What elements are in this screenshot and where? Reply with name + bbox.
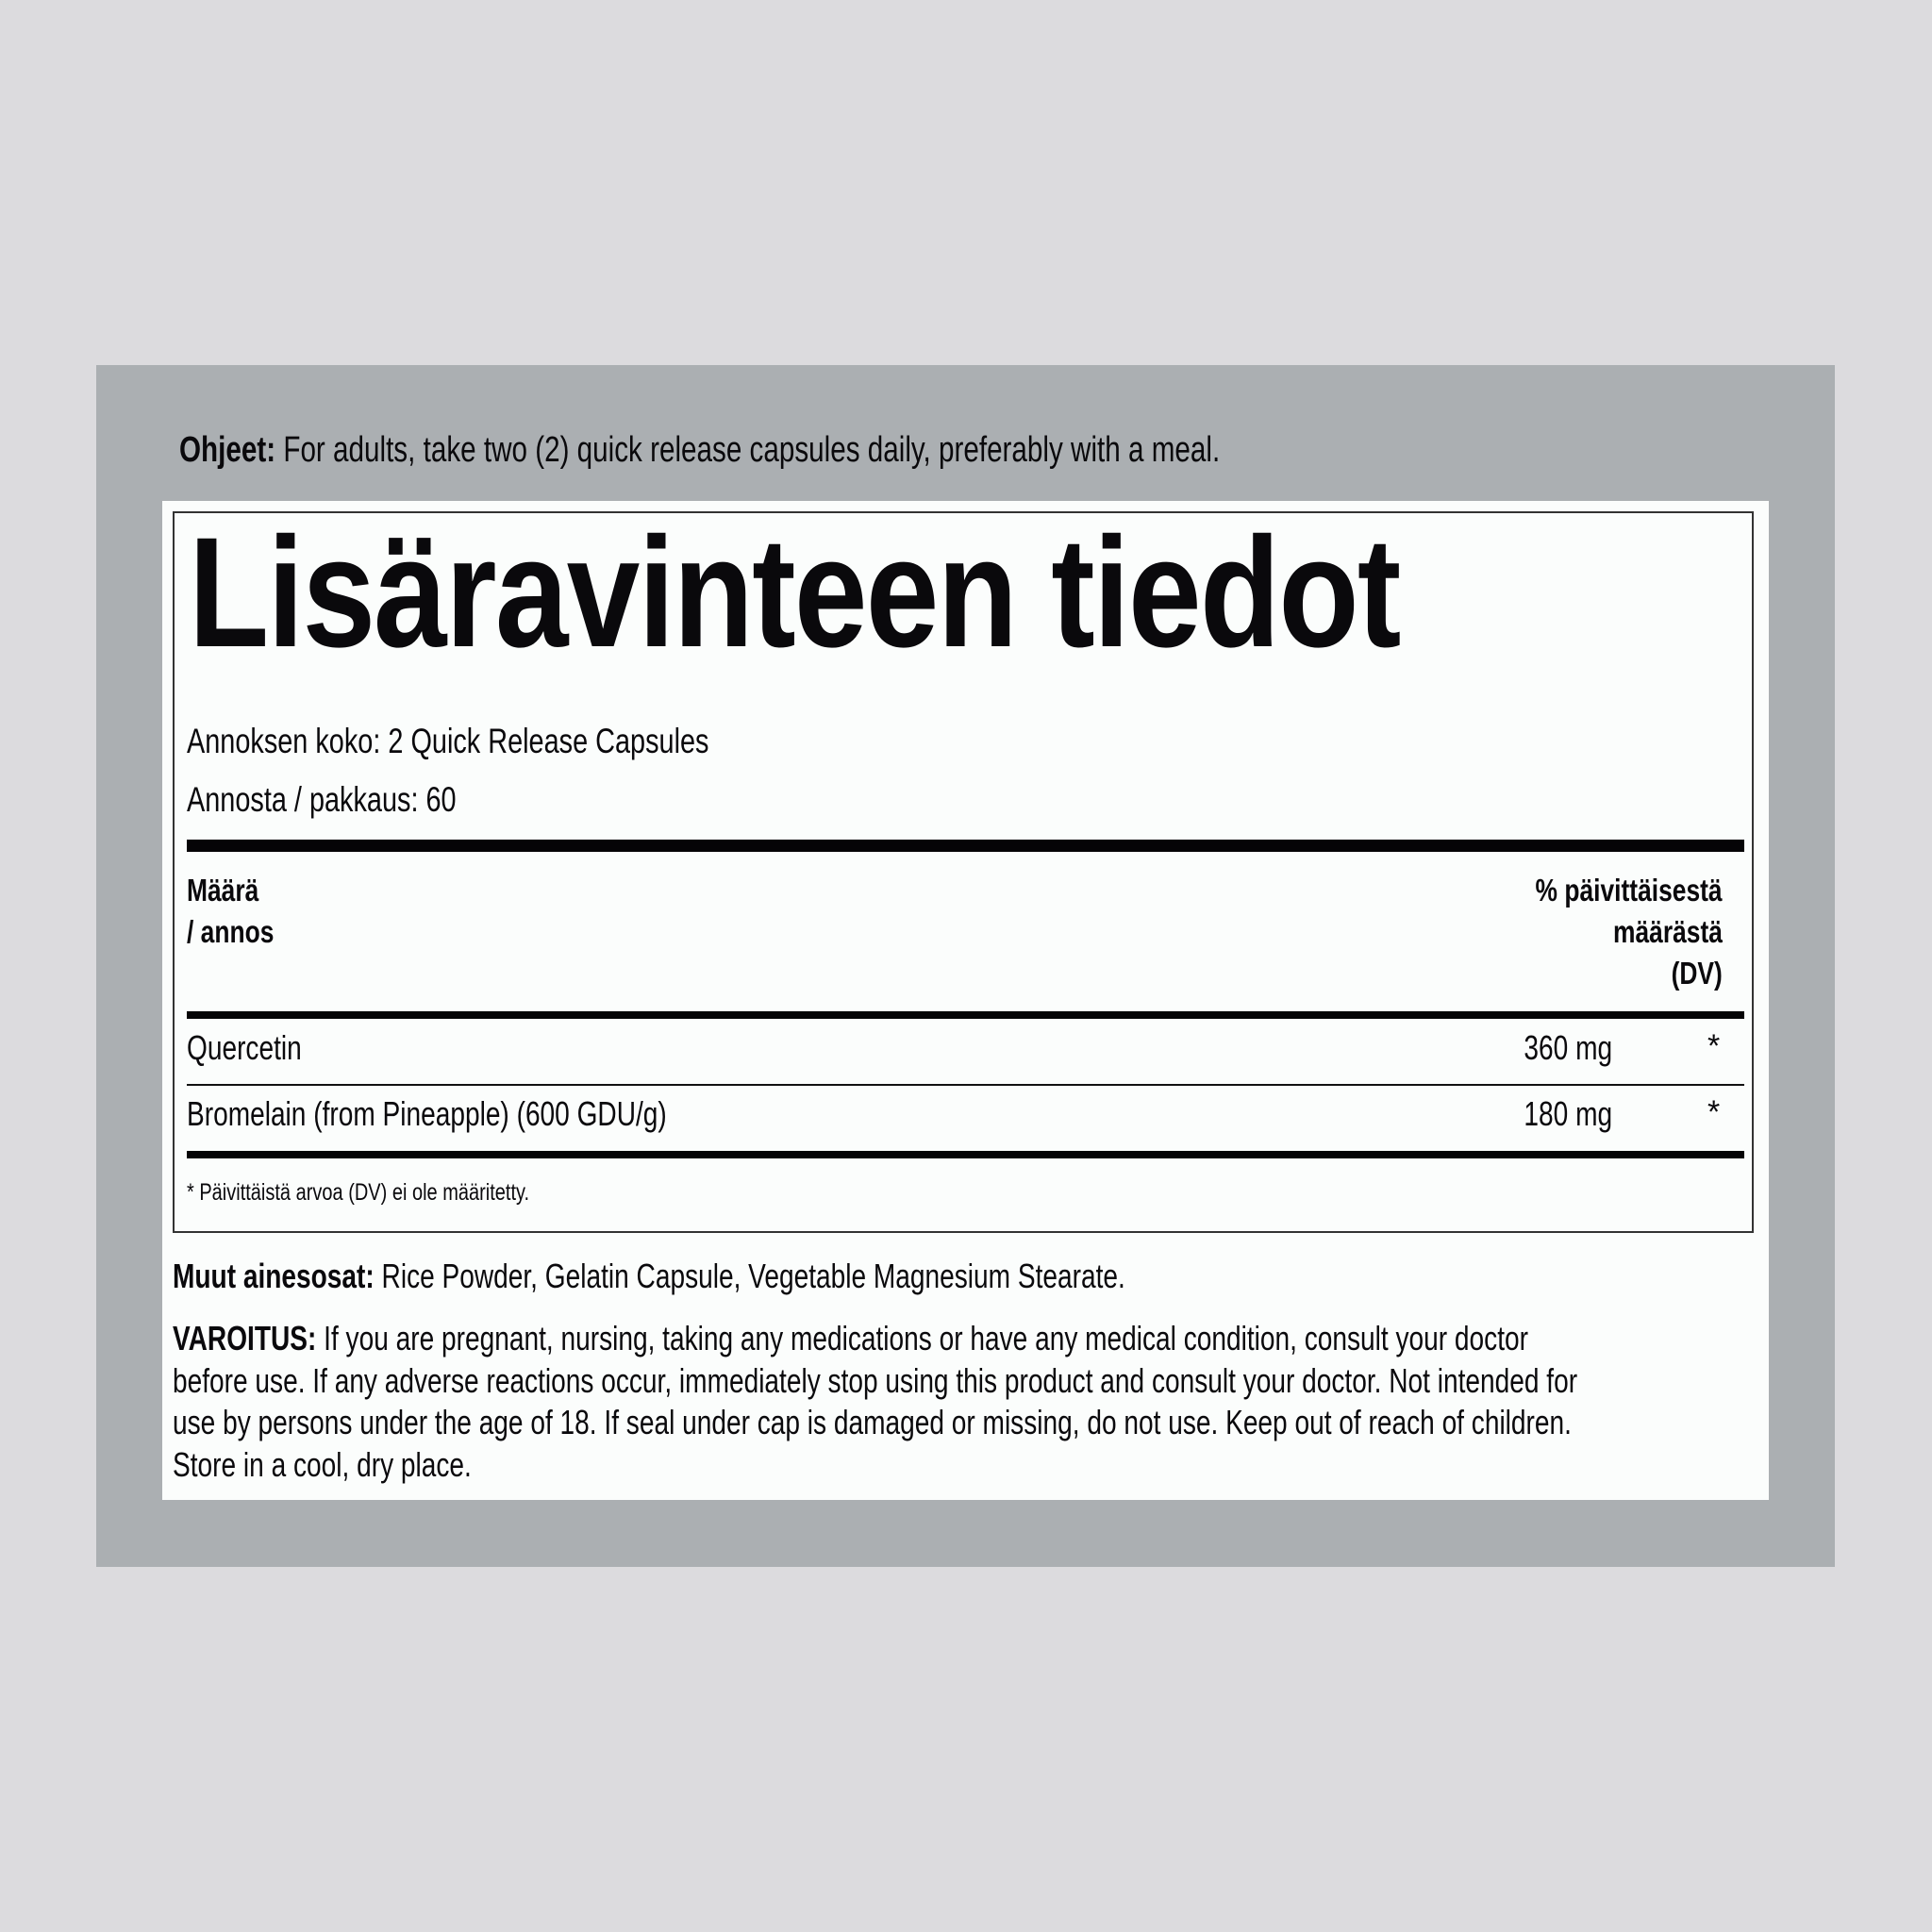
directions-text: For adults, take two (2) quick release capsules daily, preferably with a meal.	[275, 430, 1221, 470]
nutrient-amount: 360 mg	[1524, 1028, 1612, 1067]
header-dv-line2: määrästä	[1613, 914, 1723, 949]
nutrient-name: Bromelain (from Pineapple) (600 GDU/g)	[187, 1094, 667, 1133]
other-ingredients-label: Muut ainesosat:	[173, 1257, 375, 1295]
directions	[179, 426, 1513, 474]
nutrient-row-dv: *	[1707, 1094, 1721, 1130]
other-ingredients	[173, 1255, 1394, 1298]
dv-footnote-text: * Päivittäistä arvoa (DV) ei ole määritetty.	[187, 1179, 530, 1206]
medium-divider	[187, 1011, 1744, 1019]
servings-per-container	[187, 779, 532, 821]
nutrient-row-name	[187, 1027, 334, 1069]
row-divider	[187, 1084, 1744, 1086]
serving-size-text: Annoksen koko: 2 Quick Release Capsules	[187, 722, 709, 760]
amount-per-serving-header	[187, 870, 296, 953]
nutrient-row-dv: *	[1707, 1028, 1721, 1064]
other-ingredients-text: Rice Powder, Gelatin Capsule, Vegetable Magnesium Stearate.	[374, 1257, 1125, 1295]
warning	[173, 1318, 1932, 1486]
nutrient-amount: 180 mg	[1524, 1094, 1612, 1133]
warning-label: VAROITUS:	[173, 1319, 317, 1357]
facts-title	[189, 506, 1630, 680]
header-amount-line1: Määrä	[187, 873, 259, 908]
thick-divider	[187, 840, 1744, 852]
nutrient-row-amount	[1499, 1093, 1612, 1135]
warning-line: Store in a cool, dry place.	[173, 1444, 472, 1484]
header-dv-line3: (DV)	[1671, 956, 1723, 991]
facts-title-text: Lisäravinteen tiedot	[189, 506, 1400, 680]
warning-line: before use. If any adverse reactions occur, immediately stop using this product and consult your doctor. Not intended for	[173, 1360, 1578, 1400]
nutrient-row-amount	[1499, 1027, 1612, 1069]
warning-line: use by persons under the age of 18. If seal under cap is damaged or missing, do not use. Keep out of reach of children.	[173, 1403, 1572, 1441]
nutrient-row-name	[187, 1093, 802, 1135]
header-dv-line1: % päivittäisestä	[1535, 873, 1723, 908]
warning-line: If you are pregnant, nursing, taking any medications or have any medical condition, consult your doctor	[316, 1319, 1528, 1357]
daily-value-header	[1489, 870, 1723, 994]
bottom-divider	[187, 1151, 1744, 1158]
servings-per-container-text: Annosta / pakkaus: 60	[187, 780, 457, 819]
directions-label: Ohjeet:	[179, 430, 276, 470]
serving-size	[187, 721, 857, 762]
nutrient-name: Quercetin	[187, 1028, 302, 1067]
header-amount-line2: / annos	[187, 914, 275, 949]
dv-footnote	[187, 1177, 615, 1208]
